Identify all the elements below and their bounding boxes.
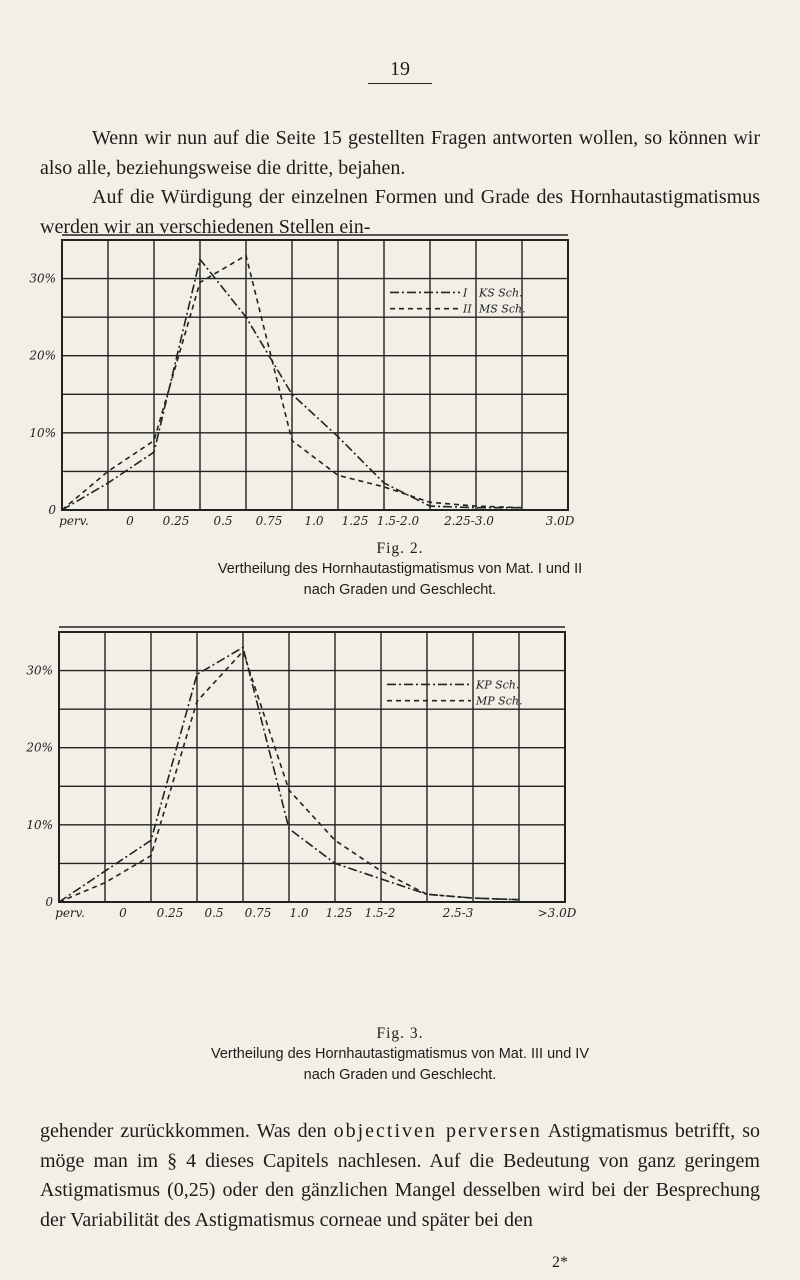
fig2-x-tick-label: perv. [59, 514, 89, 528]
fig2-legend-group: KS Sch. [479, 286, 523, 300]
fig3-legend-group: MP Sch. [476, 694, 523, 708]
figure-2-caption [80, 538, 720, 601]
fig3-x-tick-label: 1.0 [289, 906, 309, 920]
fig3-frame [59, 632, 565, 902]
fig3-y-tick-label: 30% [26, 663, 53, 678]
fig3-y-tick-label: 20% [26, 740, 53, 755]
fig3-x-tick-label: 0.5 [204, 906, 224, 920]
fig3-plot [25, 627, 576, 920]
fig2-x-tick-label: 1.5-2.0 [376, 514, 420, 528]
fig2-x-tick-label: 2.25-3.0 [444, 514, 494, 528]
fig3-x-tick-label: 0.75 [244, 906, 272, 920]
top-paragraph-line1: Wenn wir nun auf die Seite 15 gestellten Fragen antworten wollen, so können wir also alle, beziehungsweise die dritte, bejahen. [40, 127, 760, 179]
fig3-y-tick-label: 10% [26, 817, 53, 832]
fig2-x-tick-label: 0 [126, 514, 134, 528]
bottom-paragraph-part2: Astigmatismus betrifft, so möge man im § 4 dieses Capitels nachlesen. Auf die Bedeutung von ganz geringem Astigmatismus (0,25) oder den gänzlichen Mangel desselben wird bei der Besprechung der Variabilität des Astigmatismus corneae und später bei den [40, 1120, 760, 1231]
fig3-y-tick-label: 0 [45, 895, 53, 909]
fig2-x-tick-label: 1.0 [304, 514, 324, 528]
fig2-y-tick-label: 20% [29, 348, 56, 363]
fig2-x-tick-label: 3.0D [545, 514, 575, 528]
page-number: 19 [368, 58, 432, 84]
fig2-y-tick-label: 30% [29, 271, 56, 286]
figure-2-number: Fig. 2. [376, 540, 424, 557]
top-paragraph-line2: Auf die Würdigung der einzelnen Formen und Grade des Hornhautastigmatismus werden wir an verschiedenen Stellen ein- [40, 186, 760, 238]
fig2-frame [62, 240, 568, 510]
fig3-x-tick-label: perv. [55, 906, 85, 920]
fig3-legend-group: KP Sch. [476, 678, 520, 692]
fig3-x-tick-label: >3.0D [537, 906, 577, 920]
bottom-paragraph-part1: gehender zurückkommen. Was den [40, 1120, 334, 1142]
bottom-paragraph [40, 1117, 760, 1235]
bottom-paragraph-emphasis: objectiven perversen [333, 1120, 542, 1142]
figure-2-caption-line1: Vertheilung des Hornhautastigmatismus von Mat. I und II [217, 561, 583, 577]
fig2-y-tick-label: 0 [48, 503, 56, 517]
fig2-plot [28, 235, 574, 528]
fig2-y-tick-label: 10% [29, 425, 56, 440]
fig2-x-tick-label: 0.5 [213, 514, 233, 528]
figure-3-caption-line1: Vertheilung des Hornhautastigmatismus von Mat. III und IV [210, 1046, 589, 1062]
figure-3-number: Fig. 3. [376, 1025, 424, 1042]
fig2-legend-label: II [463, 302, 472, 316]
fig3-x-tick-label: 1.5-2 [364, 906, 396, 920]
fig2-legend-group: MS Sch. [479, 302, 526, 316]
fig2-x-tick-label: 0.75 [255, 514, 283, 528]
signature-mark: 2* [552, 1254, 568, 1271]
fig3-x-tick-label: 1.25 [325, 906, 353, 920]
figure-2-caption-line2: nach Graden und Geschlecht. [303, 582, 497, 598]
figure-3-caption [80, 1023, 720, 1086]
fig2-legend-label: I [463, 286, 468, 300]
fig3-x-tick-label: 0.25 [156, 906, 184, 920]
fig2-x-tick-label: 1.25 [341, 514, 369, 528]
figure-3-caption-line2: nach Graden und Geschlecht. [303, 1067, 497, 1083]
fig3-x-tick-label: 0 [119, 906, 127, 920]
fig3-x-tick-label: 2.5-3 [442, 906, 474, 920]
fig2-x-tick-label: 0.25 [162, 514, 190, 528]
